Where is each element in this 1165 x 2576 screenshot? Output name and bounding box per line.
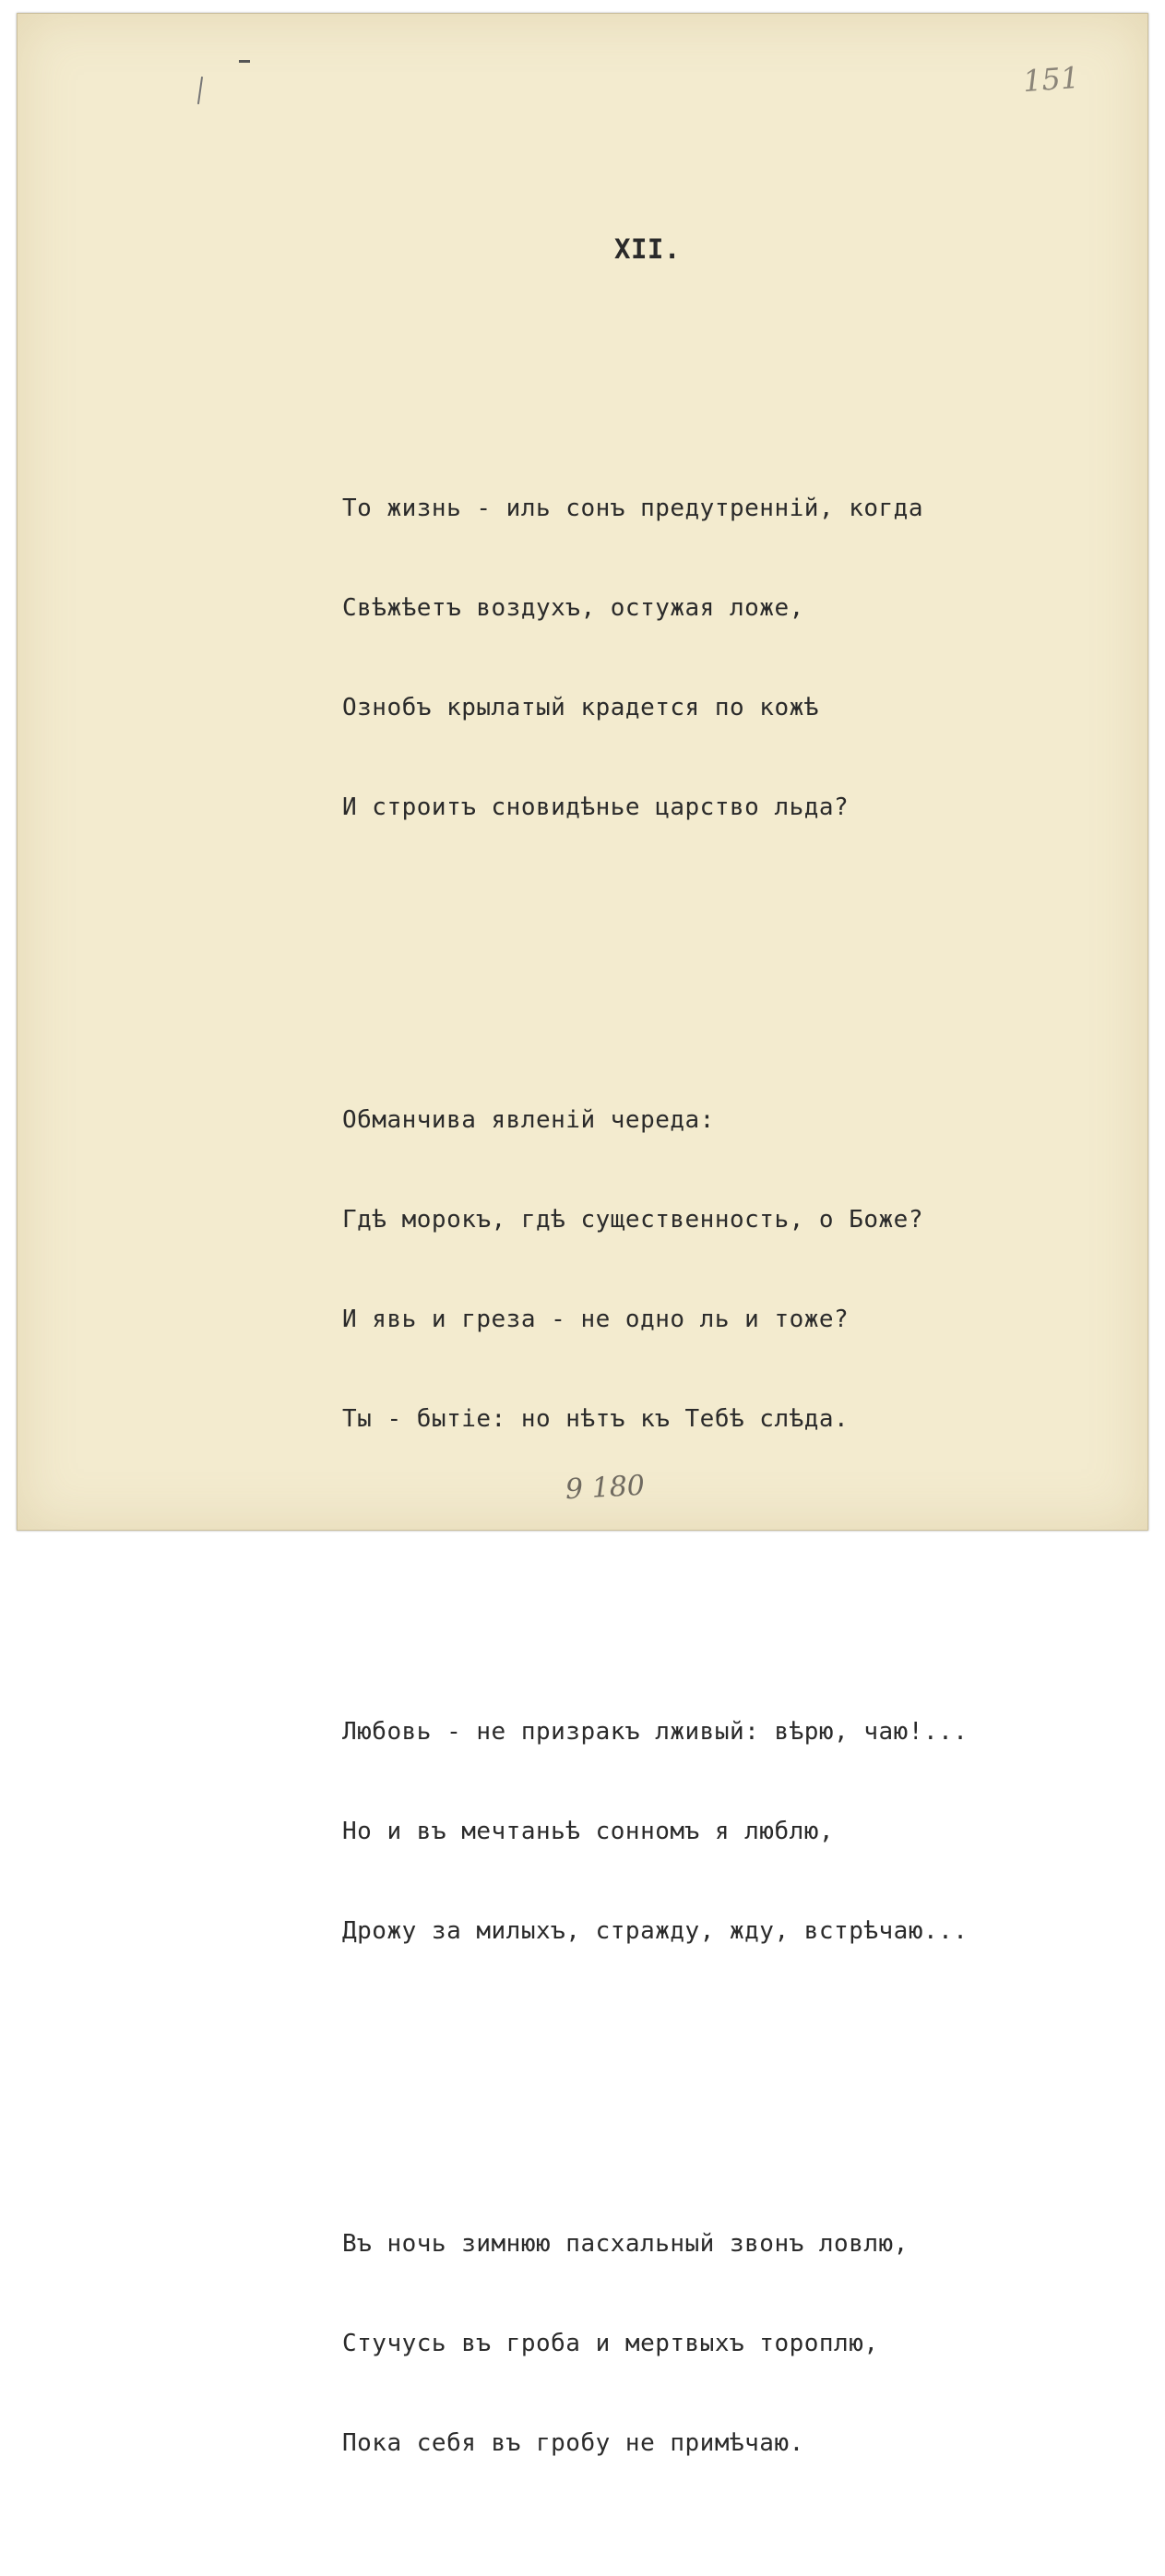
poem-line: Но и въ мечтаньѣ сонномъ я люблю, (342, 1818, 835, 1845)
poem-line: И явь и греза - не одно ль и тоже? (342, 1306, 850, 1333)
stanza (342, 1654, 968, 2009)
stanza (342, 2166, 968, 2521)
poem-body (342, 376, 968, 2576)
stanza (342, 1043, 968, 1497)
poem-line: Дрожу за милыхъ, страждy, жду, встрѣчаю... (342, 1917, 969, 1945)
poem-line: Ты - бытіе: но нѣтъ къ Тебѣ слѣда. (342, 1405, 850, 1433)
archive-note: 9 180 (565, 1469, 646, 1507)
stanza-gap (342, 1552, 968, 1599)
poem-line: Стучусь въ гроба и мертвыхъ тороплю, (342, 2330, 879, 2357)
poem-line: Гдѣ морокъ, гдѣ существенность, о Боже? (342, 1206, 923, 1234)
stanza (342, 431, 968, 885)
manuscript-page (17, 13, 1148, 2457)
poem-line: Обманчива явленій череда: (342, 1106, 715, 1134)
pencil-mark (239, 60, 250, 63)
poem-line: Свѣжѣетъ воздухъ, остужая ложе, (342, 594, 804, 622)
poem-line: То жизнь - иль сонъ предутренній, когда (342, 495, 923, 522)
stanza-gap (342, 940, 968, 987)
poem-line: Пока себя въ гробу не примѣчаю. (342, 2429, 804, 2457)
stanza-gap (342, 2064, 968, 2111)
folio-number: 151 (1021, 59, 1081, 100)
margin-tick-mark (197, 77, 203, 104)
poem-title: XII. (614, 233, 681, 265)
poem-line: Ознобъ крылатый крадется по кожѣ (342, 694, 819, 722)
poem-line: Любовь - не призракъ лживый: вѣрю, чаю!... (342, 1718, 969, 1746)
poem-line: И строитъ сновидѣнье царство льда? (342, 793, 850, 821)
poem-line: Въ ночь зимнюю пасхальный звонъ ловлю, (342, 2230, 909, 2258)
